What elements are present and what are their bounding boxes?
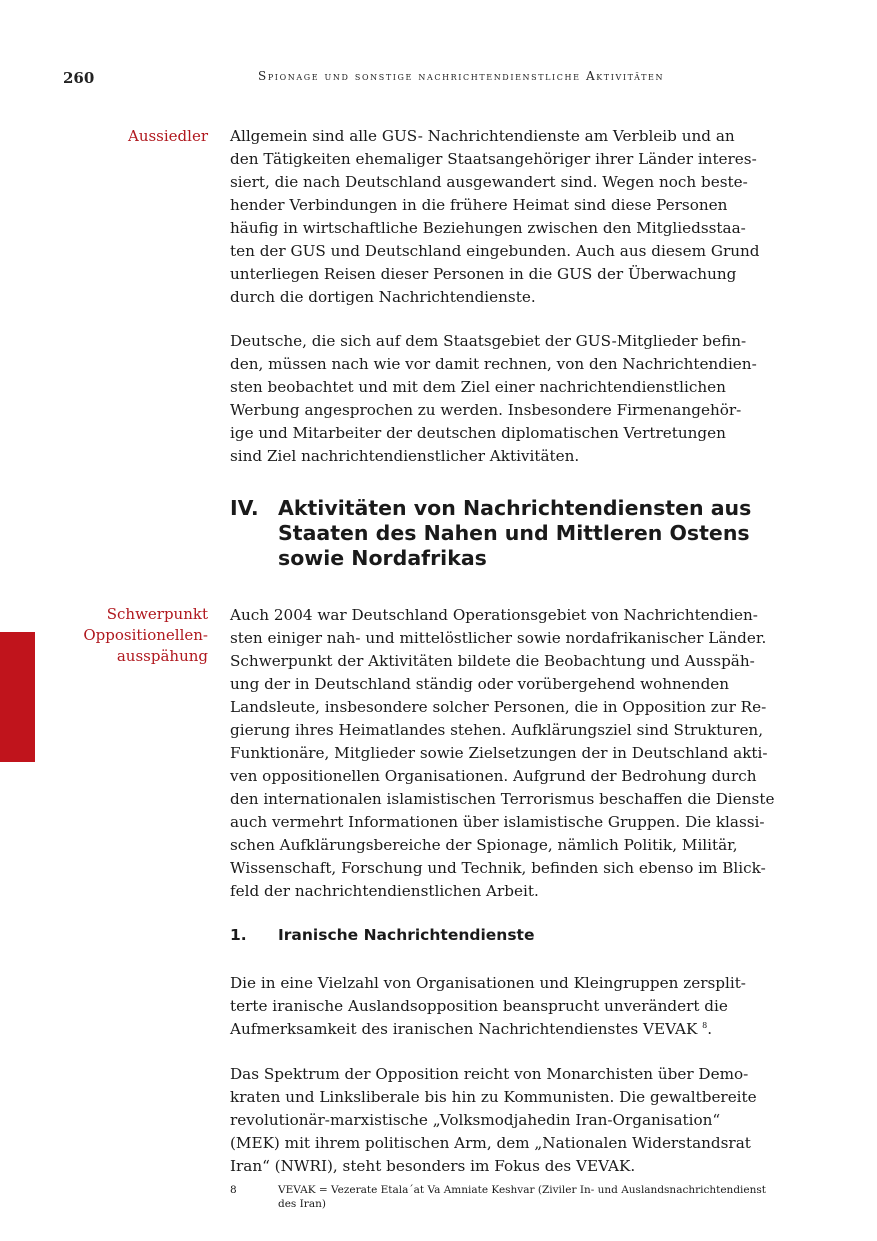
margin-note-aussiedler: Aussiedler — [127, 127, 208, 145]
text-line: ung der in Deutschland ständig oder vorübergehend wohnenden — [230, 675, 730, 693]
text-line: Schwerpunkt der Aktivitäten bildete die Beobachtung und Ausspäh- — [230, 652, 755, 670]
text-line: Wissenschaft, Forschung und Technik, befinden sich ebenso im Blick- — [230, 859, 766, 877]
text-line: siert, die nach Deutschland ausgewandert sind. Wegen noch beste- — [230, 173, 748, 191]
text-line: Die in eine Vielzahl von Organisationen und Kleingruppen zersplit- — [230, 974, 746, 992]
running-head: Spionage und sonstige nachrichtendienstliche Aktivitäten — [258, 69, 665, 83]
page-number: 260 — [63, 69, 95, 87]
text-line: schen Aufklärungsbereiche der Spionage, nämlich Politik, Militär, — [230, 836, 738, 854]
text-line: Funktionäre, Mitglieder sowie Zielsetzungen der in Deutschland akti- — [230, 744, 768, 762]
margin-note-line: Schwerpunkt — [106, 605, 208, 623]
text-line: den Tätigkeiten ehemaliger Staatsangehöriger ihrer Länder interes- — [230, 150, 757, 168]
section-title — [278, 496, 751, 571]
section-number: IV. — [230, 496, 259, 520]
text-line: hender Verbindungen in die frühere Heimat sind diese Personen — [230, 196, 728, 214]
text-line: feld der nachrichtendienstlichen Arbeit. — [230, 882, 539, 900]
section-title-line: Staaten des Nahen und Mittleren Ostens — [278, 521, 750, 545]
text-line: Iran“ (NWRI), steht besonders im Fokus des VEVAK. — [230, 1157, 636, 1175]
text-line: den internationalen islamistischen Terrorismus beschaffen die Dienste — [230, 790, 775, 808]
paragraph-2 — [230, 330, 790, 468]
margin-note-line: ausspähung — [116, 647, 208, 665]
subsection-title: Iranische Nachrichtendienste — [278, 926, 535, 944]
footnote-reference[interactable]: 8 — [702, 1020, 708, 1030]
text-line: ven oppositionellen Organisationen. Aufgrund der Bedrohung durch — [230, 767, 757, 785]
text-line: ten der GUS und Deutschland eingebunden. Auch aus diesem Grund — [230, 242, 760, 260]
text-line: Allgemein sind alle GUS- Nachrichtendienste am Verbleib und an — [230, 127, 735, 145]
text-line: Landsleute, insbesondere solcher Personen, die in Opposition zur Re- — [230, 698, 767, 716]
text-segment: . — [707, 1020, 713, 1038]
text-line: sind Ziel nachrichtendienstlicher Aktivitäten. — [230, 447, 580, 465]
text-line: ige und Mitarbeiter der deutschen diplomatischen Vertretungen — [230, 424, 726, 442]
section-title-line: Aktivitäten von Nachrichtendiensten aus — [278, 496, 752, 520]
text-line: kraten und Linksliberale bis hin zu Kommunisten. Die gewaltbereite — [230, 1088, 757, 1106]
footnote-number: 8 — [230, 1184, 237, 1196]
text-line: gierung ihres Heimatlandes stehen. Aufklärungsziel sind Strukturen, — [230, 721, 764, 739]
text-line: Deutsche, die sich auf dem Staatsgebiet der GUS-Mitglieder befin- — [230, 332, 747, 350]
text-line: Werbung angesprochen zu werden. Insbesondere Firmenangehör- — [230, 401, 742, 419]
paragraph-3 — [230, 604, 790, 903]
text-line: unterliegen Reisen dieser Personen in die GUS der Überwachung — [230, 265, 737, 283]
text-line: Auch 2004 war Deutschland Operationsgebiet von Nachrichtendien- — [230, 606, 758, 624]
text-line — [230, 1018, 790, 1041]
text-line: häufig in wirtschaftliche Beziehungen zwischen den Mitgliedsstaa- — [230, 219, 746, 237]
subsection-number: 1. — [230, 926, 247, 944]
footnote-text: VEVAK = Vezerate Etala´at Va Amniate Keshvar (Ziviler In- und Auslandsnachrichtendienst des Iran) — [278, 1184, 766, 1210]
text-line: Das Spektrum der Opposition reicht von Monarchisten über Demo- — [230, 1065, 749, 1083]
text-line: auch vermehrt Informationen über islamistische Gruppen. Die klassi- — [230, 813, 765, 831]
text-line: revolutionär-marxistische „Volksmodjahedin Iran-Organisation“ — [230, 1111, 721, 1129]
text-line: sten beobachtet und mit dem Ziel einer nachrichtendienstlichen — [230, 378, 726, 396]
text-segment: Aufmerksamkeit des iranischen Nachrichtendienstes VEVAK — [230, 1020, 698, 1038]
text-line: durch die dortigen Nachrichtendienste. — [230, 288, 536, 306]
text-line: terte iranische Auslandsopposition beansprucht unverändert die — [230, 997, 728, 1015]
text-line: den, müssen nach wie vor damit rechnen, von den Nachrichtendien- — [230, 355, 757, 373]
chapter-color-tab — [0, 632, 35, 762]
text-line: (MEK) mit ihrem politischen Arm, dem „Nationalen Widerstandsrat — [230, 1134, 751, 1152]
section-title-line: sowie Nordafrikas — [278, 546, 487, 570]
text-line: sten einiger nah- und mittelöstlicher sowie nordafrikanischer Länder. — [230, 629, 767, 647]
paragraph-4 — [230, 972, 790, 1041]
paragraph-5 — [230, 1063, 790, 1178]
margin-note-schwerpunkt — [38, 604, 208, 667]
paragraph-1 — [230, 125, 790, 309]
margin-note-line: Oppositionellen- — [83, 626, 208, 644]
